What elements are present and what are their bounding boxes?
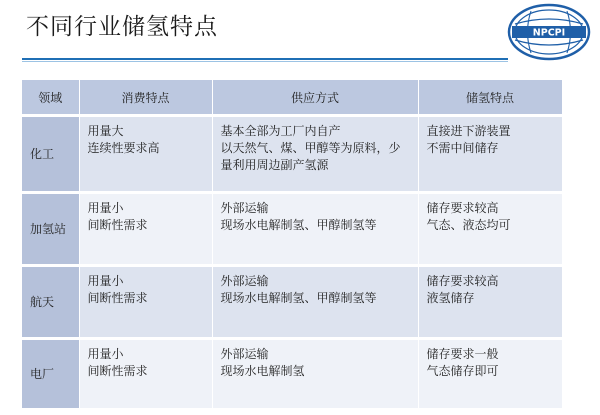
hydrogen-storage-table [22,80,563,408]
cell-line: 间断性需求 [87,364,148,378]
cell-line: 用量大 [87,124,124,138]
consumption-cell [79,266,212,339]
consumption-cell [79,116,212,193]
row-domain: 航天 [22,266,79,339]
table-row [22,193,562,266]
cell-line: 基本全部为工厂内自产 [220,124,341,138]
consumption-cell [79,339,212,409]
cell-line: 以天然气、煤、甲醇等为原料，少量利用周边副产氢源 [220,141,401,172]
consumption-cell [79,193,212,266]
table-row [22,339,562,409]
storage-cell [418,116,562,193]
cell-line: 储存要求一般 [426,347,499,361]
storage-cell [418,266,562,339]
cell-line: 气态、液态均可 [426,218,511,232]
cell-line: 外部运输 [220,274,269,288]
cell-line: 储存要求较高 [426,201,499,215]
cell-line: 间断性需求 [87,291,148,305]
cell-line: 直接进下游装置 [426,124,511,138]
cell-line: 现场水电解制氢、甲醇制氢等 [220,218,377,232]
cell-line: 外部运输 [220,201,269,215]
cell-line: 用量小 [87,201,124,215]
header-consumption: 消费特点 [79,80,212,116]
supply-cell [212,116,418,193]
storage-cell [418,193,562,266]
cell-line: 现场水电解制氢 [220,364,305,378]
cell-line: 液氢储存 [426,291,475,305]
cell-line: 连续性要求高 [87,141,160,155]
cell-line: 外部运输 [220,347,269,361]
title-underline [22,58,508,60]
cell-line: 气态储存即可 [426,364,499,378]
header-supply: 供应方式 [212,80,418,116]
table-row [22,116,562,193]
cell-line: 现场水电解制氢、甲醇制氢等 [220,291,377,305]
logo-text: NPCPI [532,27,566,39]
header-domain: 领域 [22,80,79,116]
supply-cell [212,193,418,266]
table-row [22,266,562,339]
header-storage: 储氢特点 [418,80,562,116]
cell-line: 用量小 [87,274,124,288]
slide-title: 不同行业储氢特点 [26,14,218,40]
supply-cell [212,266,418,339]
cell-line: 不需中间储存 [426,141,499,155]
cell-line: 用量小 [87,347,124,361]
cell-line: 储存要求较高 [426,274,499,288]
row-domain: 电厂 [22,339,79,409]
row-domain: 化工 [22,116,79,193]
cell-line: 间断性需求 [87,218,148,232]
supply-cell [212,339,418,409]
row-domain: 加氢站 [22,193,79,266]
storage-cell [418,339,562,409]
npcpi-logo [506,2,592,62]
table-header-row [22,80,562,116]
title-underline-thin [22,61,508,62]
